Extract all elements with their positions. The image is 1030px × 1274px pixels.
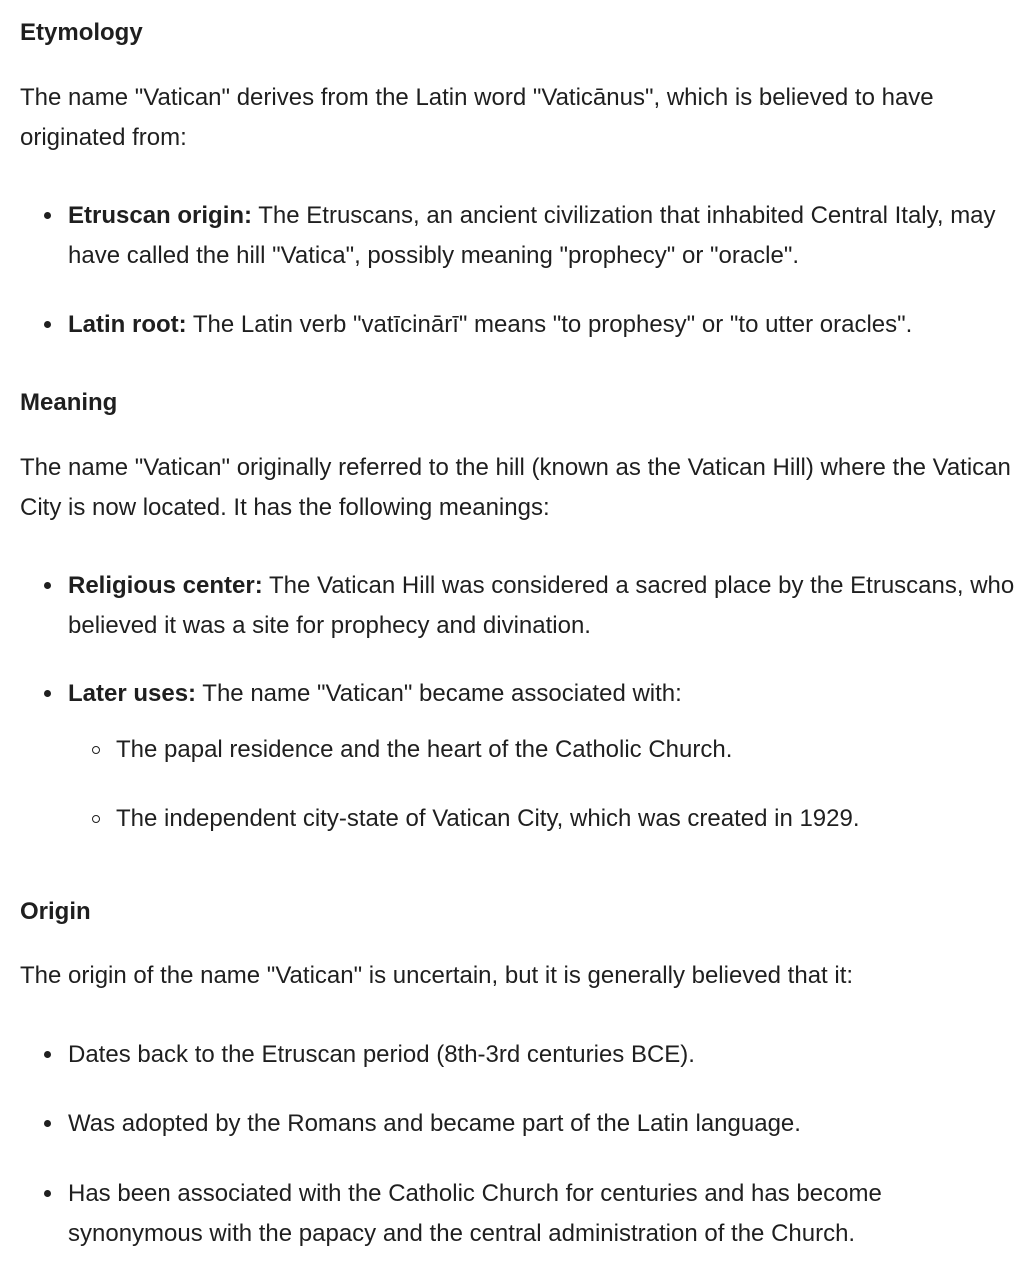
heading-origin: Origin — [20, 898, 91, 925]
item-label: Religious center: — [68, 572, 263, 599]
list-item — [68, 566, 1023, 645]
item-text: Dates back to the Etruscan period (8th-3rd centuries BCE). — [68, 1041, 695, 1068]
item-text: The Etruscans, an ancient civilization that inhabited Central Italy, may have called the hill "Vatica", possibly meaning "prophecy" or "oracle". — [68, 202, 996, 269]
list-item — [68, 196, 1023, 275]
bullet-icon — [44, 1190, 51, 1197]
bullet-icon — [44, 690, 51, 697]
bullet-icon — [44, 212, 51, 219]
list-item — [68, 305, 1023, 345]
bullet-icon — [44, 582, 51, 589]
circle-bullet-icon — [92, 746, 100, 754]
item-text: The name "Vatican" became associated with: — [196, 680, 682, 707]
list-item — [68, 1035, 1023, 1075]
meaning-intro: The name "Vatican" originally referred to the hill (known as the Vatican Hill) where the Vatican City is now located. It has the following meanings: — [20, 454, 1011, 521]
item-text: The papal residence and the heart of the Catholic Church. — [116, 736, 733, 763]
item-text: Has been associated with the Catholic Church for centuries and has become synonymous with the papacy and the central administration of the Church. — [68, 1180, 882, 1247]
item-text: The Latin verb "vatīcinārī" means "to prophesy" or "to utter oracles". — [186, 311, 913, 338]
list-item — [68, 674, 1023, 714]
sub-list-item — [116, 730, 1016, 770]
heading-meaning: Meaning — [20, 389, 118, 416]
bullet-icon — [44, 1120, 51, 1127]
bullet-icon — [44, 321, 51, 328]
item-label: Etruscan origin: — [68, 202, 253, 229]
circle-bullet-icon — [92, 815, 100, 823]
item-text: Was adopted by the Romans and became part of the Latin language. — [68, 1110, 801, 1137]
item-label: Latin root: — [68, 311, 187, 338]
origin-intro: The origin of the name "Vatican" is uncertain, but it is generally believed that it: — [20, 962, 854, 989]
item-text: The independent city-state of Vatican City, which was created in 1929. — [116, 805, 860, 832]
etymology-intro: The name "Vatican" derives from the Latin word "Vaticānus", which is believed to have originated from: — [20, 84, 934, 151]
bullet-icon — [44, 1051, 51, 1058]
heading-etymology: Etymology — [20, 19, 143, 46]
sub-list-item — [116, 799, 1016, 839]
item-text: The Vatican Hill was considered a sacred place by the Etruscans, who believed it was a site for prophecy and divination. — [68, 572, 1015, 639]
list-item — [68, 1174, 1023, 1253]
list-item — [68, 1104, 1023, 1144]
item-label: Later uses: — [68, 680, 197, 707]
